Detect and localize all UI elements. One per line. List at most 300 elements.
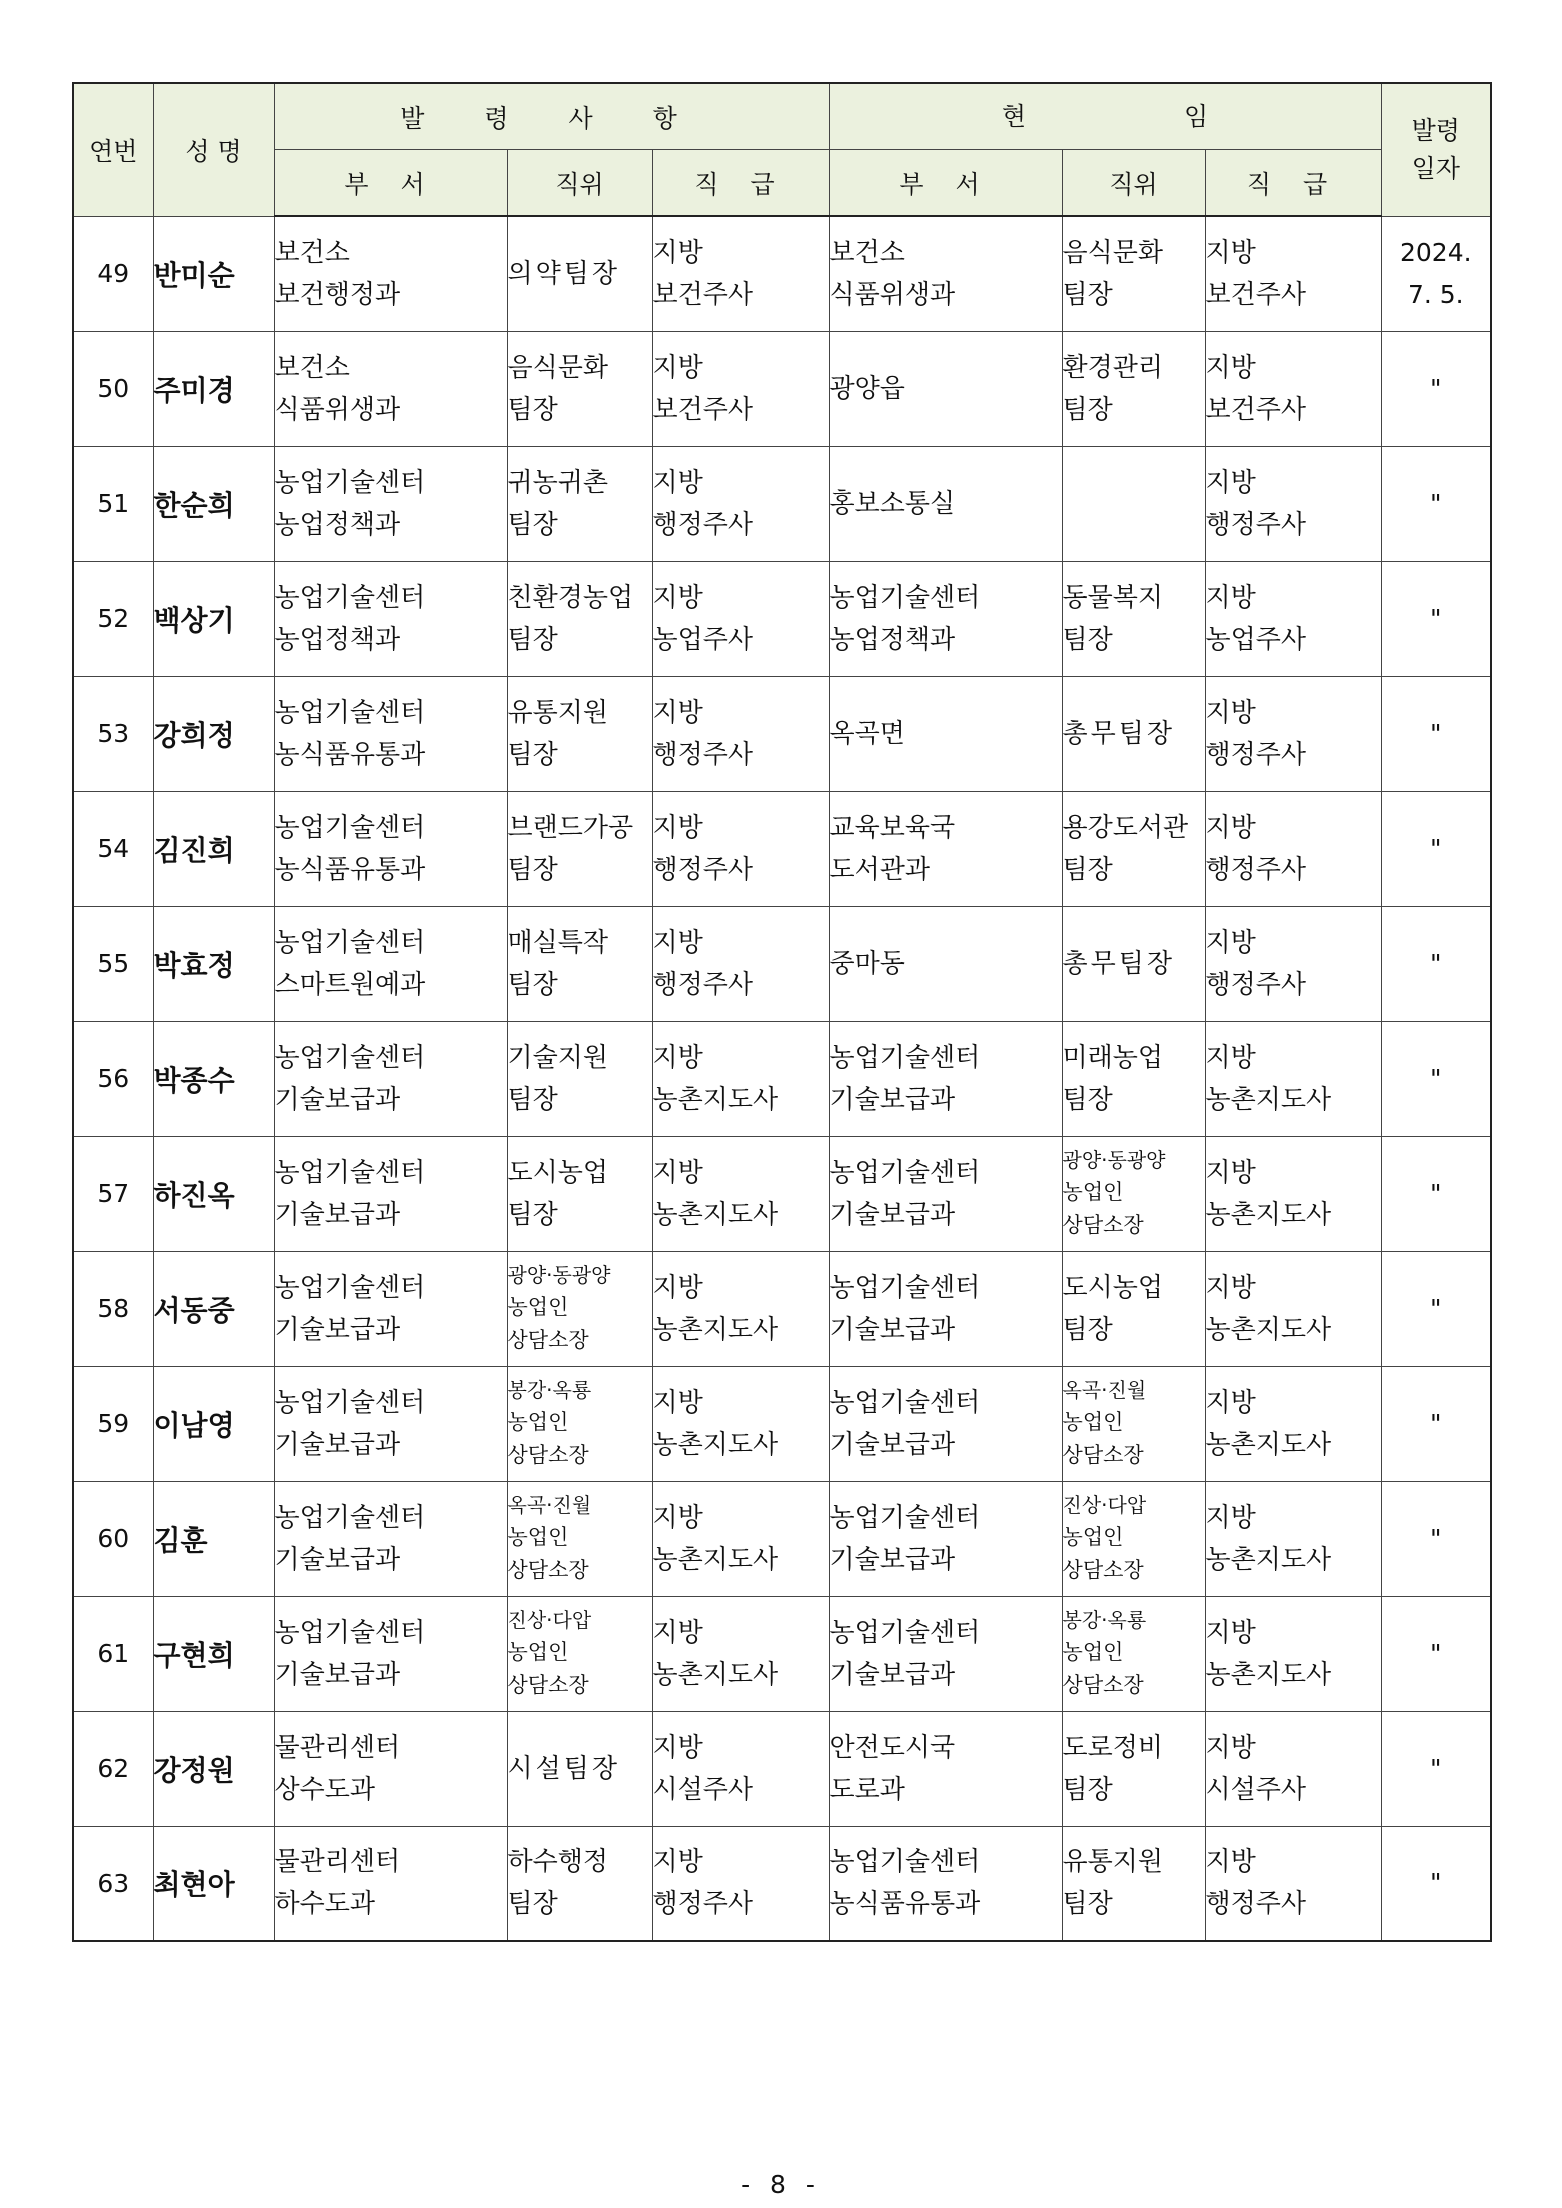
cell-line: 지방 (652, 237, 703, 268)
cell-line: 농업기술센터 (274, 1387, 426, 1418)
new-position-cell (507, 1136, 652, 1251)
cell-line: 기술보급과 (829, 1084, 956, 1115)
new-position-cell (507, 676, 652, 791)
cell-line: 지방 (1205, 582, 1256, 613)
current-dept-cell (829, 906, 1062, 1021)
cell-line: 팀장 (1062, 1314, 1113, 1345)
current-dept-cell (829, 1596, 1062, 1711)
table-row (73, 1136, 1491, 1251)
cell-line: 농업기술센터 (274, 467, 426, 498)
cell-line: 상담소장 (507, 1443, 589, 1467)
cell-line: 도로정비 (1062, 1732, 1163, 1763)
cell-line: 봉강·옥룡 (507, 1378, 592, 1402)
cell-line: 보건행정과 (274, 279, 401, 310)
current-position-cell (1062, 1711, 1205, 1826)
header-new-appointment: 발 령 사 항 (274, 83, 829, 150)
cell-line: 기술보급과 (829, 1199, 956, 1230)
current-position-cell (1062, 561, 1205, 676)
cell-line: 유통지원 (1062, 1847, 1163, 1878)
new-position-cell (507, 1481, 652, 1596)
cell-line: 지방 (1205, 1502, 1256, 1533)
table-body (73, 216, 1491, 1941)
cell-line: 지방 (652, 1502, 703, 1533)
current-dept-cell (829, 791, 1062, 906)
cell-line: 상담소장 (1062, 1443, 1144, 1467)
personnel-table (72, 82, 1492, 1942)
cell-line: 총무팀장 (1062, 718, 1175, 749)
table-row (73, 1596, 1491, 1711)
current-rank-cell (1205, 906, 1381, 1021)
cell-line: 팀장 (507, 1199, 558, 1230)
cell-line: 시설팀장 (507, 1753, 620, 1784)
new-position-cell (507, 1711, 652, 1826)
cell-line: 시설주사 (652, 1774, 753, 1805)
cell-line: 지방 (652, 1732, 703, 1763)
cell-line: 유통지원 (507, 697, 608, 728)
cell-line: 교육보육국 (829, 812, 956, 843)
current-dept-cell (829, 1481, 1062, 1596)
row-number: 58 (73, 1251, 153, 1366)
cell-line: 농촌지도사 (652, 1314, 779, 1345)
table-row (73, 216, 1491, 331)
new-rank-cell (652, 1711, 829, 1826)
current-dept-cell (829, 561, 1062, 676)
cell-line: 팀장 (507, 394, 558, 425)
cell-line: 진상·다압 (1062, 1493, 1147, 1517)
new-position-cell (507, 331, 652, 446)
cell-line: 농업기술센터 (274, 812, 426, 843)
cell-line: 광양읍 (829, 373, 905, 404)
current-dept-cell (829, 676, 1062, 791)
new-rank-cell (652, 791, 829, 906)
appointment-date (1381, 446, 1491, 561)
person-name: 한순희 (153, 446, 274, 561)
new-dept-cell (274, 1251, 507, 1366)
cell-line: 지방 (1205, 1387, 1256, 1418)
cell-line: 농업기술센터 (829, 1157, 981, 1188)
cell-line: 옥곡·진월 (507, 1493, 592, 1517)
person-name: 김훈 (153, 1481, 274, 1596)
cell-line: 팀장 (507, 1889, 558, 1920)
table-row (73, 1251, 1491, 1366)
cell-line: 농업주사 (1205, 624, 1306, 655)
cell-line: 안전도시국 (829, 1732, 956, 1763)
cell-line: 농업기술센터 (829, 1502, 981, 1533)
current-dept-cell (829, 1366, 1062, 1481)
subheader-new-position: 직위 (507, 150, 652, 217)
header-name: 성 명 (153, 83, 274, 216)
cell-line: 팀장 (1062, 854, 1113, 885)
cell-line: 지방 (652, 697, 703, 728)
cell-line: 행정주사 (652, 739, 753, 770)
current-position-cell (1062, 1366, 1205, 1481)
cell-line: 농업기술센터 (274, 1042, 426, 1073)
new-dept-cell (274, 331, 507, 446)
date-line: " (1430, 1868, 1442, 1898)
cell-line: 농촌지도사 (652, 1544, 779, 1575)
cell-line: 보건주사 (652, 279, 753, 310)
cell-line: 환경관리 (1062, 352, 1163, 383)
cell-line: 행정주사 (652, 509, 753, 540)
table-row (73, 561, 1491, 676)
page-number: - 8 - (741, 2170, 821, 2199)
cell-line: 농업정책과 (829, 624, 956, 655)
cell-line: 행정주사 (1205, 854, 1306, 885)
cell-line: 팀장 (507, 624, 558, 655)
cell-line: 기술보급과 (829, 1429, 956, 1460)
date-line: " (1430, 948, 1442, 978)
cell-line: 농업주사 (652, 624, 753, 655)
new-rank-cell (652, 1366, 829, 1481)
table-row (73, 446, 1491, 561)
subheader-cur-position: 직위 (1062, 150, 1205, 217)
new-dept-cell (274, 1136, 507, 1251)
current-position-cell (1062, 1481, 1205, 1596)
person-name: 서동중 (153, 1251, 274, 1366)
cell-line: 기술보급과 (829, 1659, 956, 1690)
current-position-cell (1062, 1596, 1205, 1711)
cell-line: 지방 (1205, 697, 1256, 728)
new-rank-cell (652, 1021, 829, 1136)
current-position-cell (1062, 1251, 1205, 1366)
cell-line: 농업기술센터 (274, 1502, 426, 1533)
new-rank-cell (652, 331, 829, 446)
table-row (73, 676, 1491, 791)
cell-line: 도시농업 (1062, 1272, 1163, 1303)
cell-line: 지방 (652, 812, 703, 843)
new-rank-cell (652, 1596, 829, 1711)
cell-line: 팀장 (1062, 1889, 1113, 1920)
current-rank-cell (1205, 1711, 1381, 1826)
person-name: 박효정 (153, 906, 274, 1021)
cell-line: 팀장 (507, 739, 558, 770)
current-rank-cell (1205, 1366, 1381, 1481)
cell-line: 기술보급과 (274, 1544, 401, 1575)
current-rank-cell (1205, 216, 1381, 331)
current-position-cell (1062, 216, 1205, 331)
header-date-label: 발령 일자 (1411, 115, 1460, 183)
current-rank-cell (1205, 1481, 1381, 1596)
current-position-cell (1062, 676, 1205, 791)
cell-line: 지방 (652, 1042, 703, 1073)
date-line: " (1430, 833, 1442, 863)
current-rank-cell (1205, 331, 1381, 446)
cell-line: 농촌지도사 (652, 1429, 779, 1460)
table-header (73, 83, 1491, 216)
cell-line: 지방 (1205, 1847, 1256, 1878)
date-line: " (1430, 1293, 1442, 1323)
cell-line: 식품위생과 (274, 394, 401, 425)
cell-line: 농업기술센터 (829, 1042, 981, 1073)
cell-line: 농업기술센터 (274, 1157, 426, 1188)
cell-line: 기술지원 (507, 1042, 608, 1073)
cell-line: 행정주사 (1205, 1889, 1306, 1920)
date-line: " (1430, 1753, 1442, 1783)
cell-line: 지방 (652, 1847, 703, 1878)
cell-line: 팀장 (507, 1084, 558, 1115)
appointment-date (1381, 561, 1491, 676)
cell-line: 친환경농업 (507, 582, 634, 613)
new-rank-cell (652, 906, 829, 1021)
cell-line: 농업기술센터 (829, 1272, 981, 1303)
table-row (73, 1021, 1491, 1136)
current-position-cell (1062, 1826, 1205, 1941)
person-name: 이남영 (153, 1366, 274, 1481)
cell-line: 지방 (1205, 467, 1256, 498)
header-date (1381, 83, 1491, 216)
cell-line: 지방 (1205, 927, 1256, 958)
cell-line: 상담소장 (507, 1328, 589, 1352)
current-position-cell (1062, 446, 1205, 561)
cell-line: 농촌지도사 (652, 1084, 779, 1115)
cell-line: 홍보소통실 (829, 488, 956, 519)
cell-line: 용강도서관 (1062, 812, 1189, 843)
cell-line: 옥곡면 (829, 718, 905, 749)
cell-line: 상담소장 (507, 1673, 589, 1697)
appointment-date (1381, 791, 1491, 906)
cell-line: 농촌지도사 (1205, 1084, 1332, 1115)
cell-line: 도시농업 (507, 1157, 608, 1188)
cell-line: 농업기술센터 (274, 697, 426, 728)
header-no: 연번 (73, 83, 153, 216)
row-number: 56 (73, 1021, 153, 1136)
current-rank-cell (1205, 446, 1381, 561)
cell-line: 농촌지도사 (1205, 1199, 1332, 1230)
new-dept-cell (274, 1021, 507, 1136)
appointment-date (1381, 331, 1491, 446)
cell-line: 상담소장 (1062, 1558, 1144, 1582)
cell-line: 매실특작 (507, 927, 608, 958)
table-row (73, 1481, 1491, 1596)
cell-line: 보건소 (829, 237, 905, 268)
appointment-date (1381, 1366, 1491, 1481)
cell-line: 지방 (652, 582, 703, 613)
current-dept-cell (829, 216, 1062, 331)
subheader-new-rank: 직 급 (652, 150, 829, 217)
person-name: 백상기 (153, 561, 274, 676)
cell-line: 행정주사 (1205, 969, 1306, 1000)
row-number: 51 (73, 446, 153, 561)
row-number: 63 (73, 1826, 153, 1941)
cell-line: 농업인 (1062, 1410, 1124, 1434)
cell-line: 기술보급과 (829, 1544, 956, 1575)
appointment-date (1381, 1021, 1491, 1136)
cell-line: 농업인 (1062, 1525, 1124, 1549)
cell-line: 농업기술센터 (829, 1387, 981, 1418)
appointment-date (1381, 906, 1491, 1021)
cell-line: 광양·동광양 (1062, 1148, 1166, 1172)
new-position-cell (507, 561, 652, 676)
cell-line: 팀장 (1062, 1774, 1113, 1805)
new-position-cell (507, 1251, 652, 1366)
current-dept-cell (829, 1251, 1062, 1366)
cell-line: 팀장 (1062, 624, 1113, 655)
person-name: 하진옥 (153, 1136, 274, 1251)
cell-line: 상수도과 (274, 1774, 375, 1805)
new-position-cell (507, 1596, 652, 1711)
cell-line: 지방 (1205, 1157, 1256, 1188)
date-line: " (1430, 1178, 1442, 1208)
cell-line: 보건소 (274, 237, 350, 268)
new-dept-cell (274, 216, 507, 331)
cell-line: 미래농업 (1062, 1042, 1163, 1073)
cell-line: 식품위생과 (829, 279, 956, 310)
new-dept-cell (274, 676, 507, 791)
row-number: 57 (73, 1136, 153, 1251)
row-number: 54 (73, 791, 153, 906)
current-rank-cell (1205, 791, 1381, 906)
cell-line: 지방 (1205, 237, 1256, 268)
cell-line: 귀농귀촌 (507, 467, 608, 498)
cell-line: 농식품유통과 (829, 1889, 981, 1920)
cell-line: 하수도과 (274, 1889, 375, 1920)
new-position-cell (507, 791, 652, 906)
new-dept-cell (274, 906, 507, 1021)
current-rank-cell (1205, 1251, 1381, 1366)
cell-line: 지방 (652, 1272, 703, 1303)
cell-line: 지방 (1205, 1272, 1256, 1303)
cell-line: 지방 (652, 1157, 703, 1188)
cell-line: 행정주사 (1205, 739, 1306, 770)
new-dept-cell (274, 1711, 507, 1826)
row-number: 49 (73, 216, 153, 331)
cell-line: 도서관과 (829, 854, 930, 885)
cell-line: 기술보급과 (274, 1199, 401, 1230)
cell-line: 시설주사 (1205, 1774, 1306, 1805)
date-line: " (1430, 603, 1442, 633)
cell-line: 농식품유통과 (274, 739, 426, 770)
date-line: 2024. (1400, 237, 1472, 267)
cell-line: 총무팀장 (1062, 948, 1175, 979)
current-position-cell (1062, 906, 1205, 1021)
cell-line: 농업인 (507, 1295, 569, 1319)
subheader-new-dept: 부 서 (274, 150, 507, 217)
row-number: 53 (73, 676, 153, 791)
cell-line: 행정주사 (652, 854, 753, 885)
cell-line: 팀장 (1062, 279, 1113, 310)
new-rank-cell (652, 216, 829, 331)
row-number: 52 (73, 561, 153, 676)
cell-line: 음식문화 (1062, 237, 1163, 268)
cell-line: 브랜드가공 (507, 812, 634, 843)
cell-line: 음식문화 (507, 352, 608, 383)
header-current (829, 83, 1381, 150)
table-row (73, 791, 1491, 906)
new-dept-cell (274, 446, 507, 561)
appointment-date (1381, 676, 1491, 791)
cell-line: 팀장 (507, 854, 558, 885)
cell-line: 농업인 (507, 1410, 569, 1434)
appointment-date (1381, 1596, 1491, 1711)
cell-line: 농업정책과 (274, 624, 401, 655)
current-rank-cell (1205, 1136, 1381, 1251)
date-line: " (1430, 488, 1442, 518)
new-position-cell (507, 446, 652, 561)
cell-line: 지방 (1205, 1617, 1256, 1648)
cell-line: 하수행정 (507, 1847, 608, 1878)
appointment-date (1381, 1136, 1491, 1251)
subheader-cur-dept: 부 서 (829, 150, 1062, 217)
current-dept-cell (829, 1021, 1062, 1136)
person-name: 박종수 (153, 1021, 274, 1136)
cell-line: 농업기술센터 (274, 1617, 426, 1648)
cell-line: 농업기술센터 (274, 582, 426, 613)
person-name: 최현아 (153, 1826, 274, 1941)
new-rank-cell (652, 1251, 829, 1366)
new-dept-cell (274, 1826, 507, 1941)
date-line: " (1430, 1638, 1442, 1668)
cell-line: 팀장 (1062, 1084, 1113, 1115)
current-rank-cell (1205, 1826, 1381, 1941)
current-dept-cell (829, 446, 1062, 561)
cell-line: 기술보급과 (274, 1084, 401, 1115)
current-dept-cell (829, 1136, 1062, 1251)
appointment-date (1381, 1251, 1491, 1366)
cell-line: 농업기술센터 (274, 1272, 426, 1303)
cell-line: 상담소장 (1062, 1673, 1144, 1697)
row-number: 60 (73, 1481, 153, 1596)
cell-line: 지방 (652, 1387, 703, 1418)
date-line: " (1430, 718, 1442, 748)
current-rank-cell (1205, 1596, 1381, 1711)
new-position-cell (507, 1826, 652, 1941)
new-dept-cell (274, 1366, 507, 1481)
cell-line: 봉강·옥룡 (1062, 1608, 1147, 1632)
person-name: 강정원 (153, 1711, 274, 1826)
cell-line: 기술보급과 (829, 1314, 956, 1345)
cell-line: 기술보급과 (274, 1314, 401, 1345)
row-number: 61 (73, 1596, 153, 1711)
cell-line: 보건주사 (652, 394, 753, 425)
new-rank-cell (652, 446, 829, 561)
cell-line: 지방 (652, 352, 703, 383)
current-dept-cell (829, 1711, 1062, 1826)
new-rank-cell (652, 561, 829, 676)
cell-line: 보건주사 (1205, 394, 1306, 425)
new-rank-cell (652, 676, 829, 791)
table-row (73, 906, 1491, 1021)
new-dept-cell (274, 1596, 507, 1711)
cell-line: 중마동 (829, 948, 905, 979)
current-rank-cell (1205, 561, 1381, 676)
date-line: " (1430, 373, 1442, 403)
row-number: 62 (73, 1711, 153, 1826)
cell-line: 광양·동광양 (507, 1263, 611, 1287)
new-position-cell (507, 216, 652, 331)
current-position-cell (1062, 791, 1205, 906)
cell-line: 지방 (652, 467, 703, 498)
cell-line: 팀장 (1062, 394, 1113, 425)
new-rank-cell (652, 1481, 829, 1596)
current-position-cell (1062, 1021, 1205, 1136)
new-dept-cell (274, 791, 507, 906)
table-row (73, 331, 1491, 446)
appointment-date (1381, 1711, 1491, 1826)
cell-line: 지방 (652, 927, 703, 958)
new-position-cell (507, 1021, 652, 1136)
cell-line: 옥곡·진월 (1062, 1378, 1147, 1402)
current-position-cell (1062, 331, 1205, 446)
cell-line: 보건소 (274, 352, 350, 383)
person-name: 구현희 (153, 1596, 274, 1711)
cell-line: 지방 (1205, 1042, 1256, 1073)
current-rank-cell (1205, 676, 1381, 791)
cell-line: 농촌지도사 (1205, 1544, 1332, 1575)
cell-line: 물관리센터 (274, 1847, 401, 1878)
cell-line: 행정주사 (1205, 509, 1306, 540)
header-current-label: 현 임 (1001, 101, 1209, 131)
table-row (73, 1826, 1491, 1941)
